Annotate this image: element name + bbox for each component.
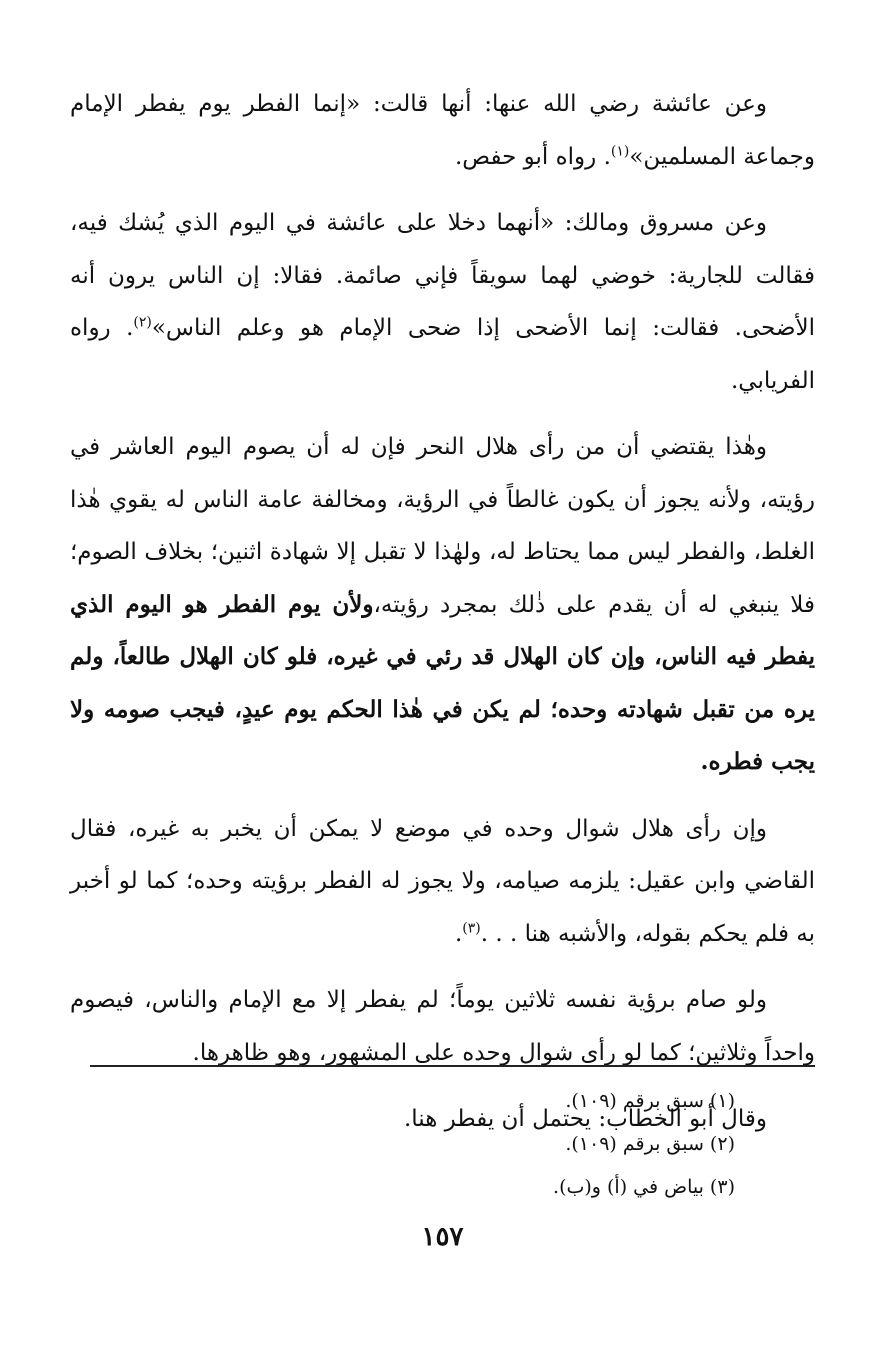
paragraph-bold-text: ولأن يوم الفطر هو اليوم الذي يفطر فيه الناس، وإن كان الهلال قد رئي في غيره، فلو كان الهلال طالعاً، ولم يره من تقبل شهادته وحده؛ لم يكن في هٰذا الحكم يوم عيدٍ، فيجب صومه ولا يجب فطره. bbox=[70, 590, 815, 775]
footnotes-section bbox=[235, 1080, 735, 1209]
footnote-ref-3[interactable]: (٣) bbox=[462, 919, 481, 936]
paragraph-text: وعن عائشة رضي الله عنها: أنها قالت: «إنما الفطر يوم يفطر الإمام وجماعة المسلمين» bbox=[70, 91, 815, 170]
paragraph-text: ولو صام برؤية نفسه ثلاثين يوماً؛ لم يفطر إلا مع الإمام والناس، فيصوم واحداً وثلاثين؛ كما لو رأى شوال وحده على المشهور، وهو ظاهرها. bbox=[70, 987, 815, 1066]
footnote-1: (١) سبق برقم (١٠٩). bbox=[565, 1090, 735, 1112]
footnote-divider bbox=[90, 1065, 815, 1067]
paragraph-text: وقال أبو الخطاب: يحتمل أن يفطر هنا. bbox=[403, 1106, 767, 1132]
paragraph-text: وعن مسروق ومالك: «أنهما دخلا على عائشة في اليوم الذي يُشك فيه، فقالت للجارية: خوضي لهما سويقاً فإني صائمة. فقالا: إن الناس يرون أنه الأضحى. فقالت: إنما الأضحى إذا ضحى الإمام هو وعلم الناس» bbox=[70, 210, 815, 341]
paragraph-nahr-crescent bbox=[70, 421, 815, 789]
paragraph-text-tail: . رواه أبو حفص. bbox=[454, 143, 611, 170]
paragraph-thirty-days bbox=[70, 974, 815, 1079]
paragraph-masruq-malik bbox=[70, 197, 815, 407]
paragraph-aisha-hadith bbox=[70, 78, 815, 183]
footnote-ref-2[interactable]: (٢) bbox=[133, 314, 152, 331]
page-number: ١٥٧ bbox=[421, 1222, 464, 1252]
paragraph-text-tail: . رواه الفريابي. bbox=[70, 315, 815, 394]
paragraph-text-tail: . bbox=[454, 920, 463, 947]
paragraph-shawwal-crescent bbox=[70, 803, 815, 961]
footnote-ref-1[interactable]: (١) bbox=[610, 142, 630, 159]
footnote-3: (٣) بياض في (أ) و(ب). bbox=[553, 1176, 735, 1198]
page-body bbox=[70, 78, 815, 1164]
paragraph-text: وهٰذا يقتضي أن من رأى هلال النحر فإن له أن يصوم اليوم العاشر في رؤيته، ولأنه يجوز أن يكون غالطاً في الرؤية، ومخالفة عامة الناس له يقوي هٰذا الغلط، والفطر ليس مما يحتاط له، ولهٰذا لا تقبل إلا شهادة اثنين؛ بخلاف الصوم؛ فلا ينبغي له أن يقدم على ذٰلك بمجرد رؤيته، bbox=[70, 434, 815, 618]
paragraph-text: وإن رأى هلال شوال وحده في موضع لا يمكن أن يخبر به غيره، فقال القاضي وابن عقيل: يلزمه صيامه، ولا يجوز له الفطر برؤيته وحده؛ كما لو أخبر به فلم يحكم بقوله، والأشبه هنا . . . bbox=[70, 815, 815, 947]
footnote-2: (٢) سبق برقم (١٠٩). bbox=[565, 1133, 735, 1155]
